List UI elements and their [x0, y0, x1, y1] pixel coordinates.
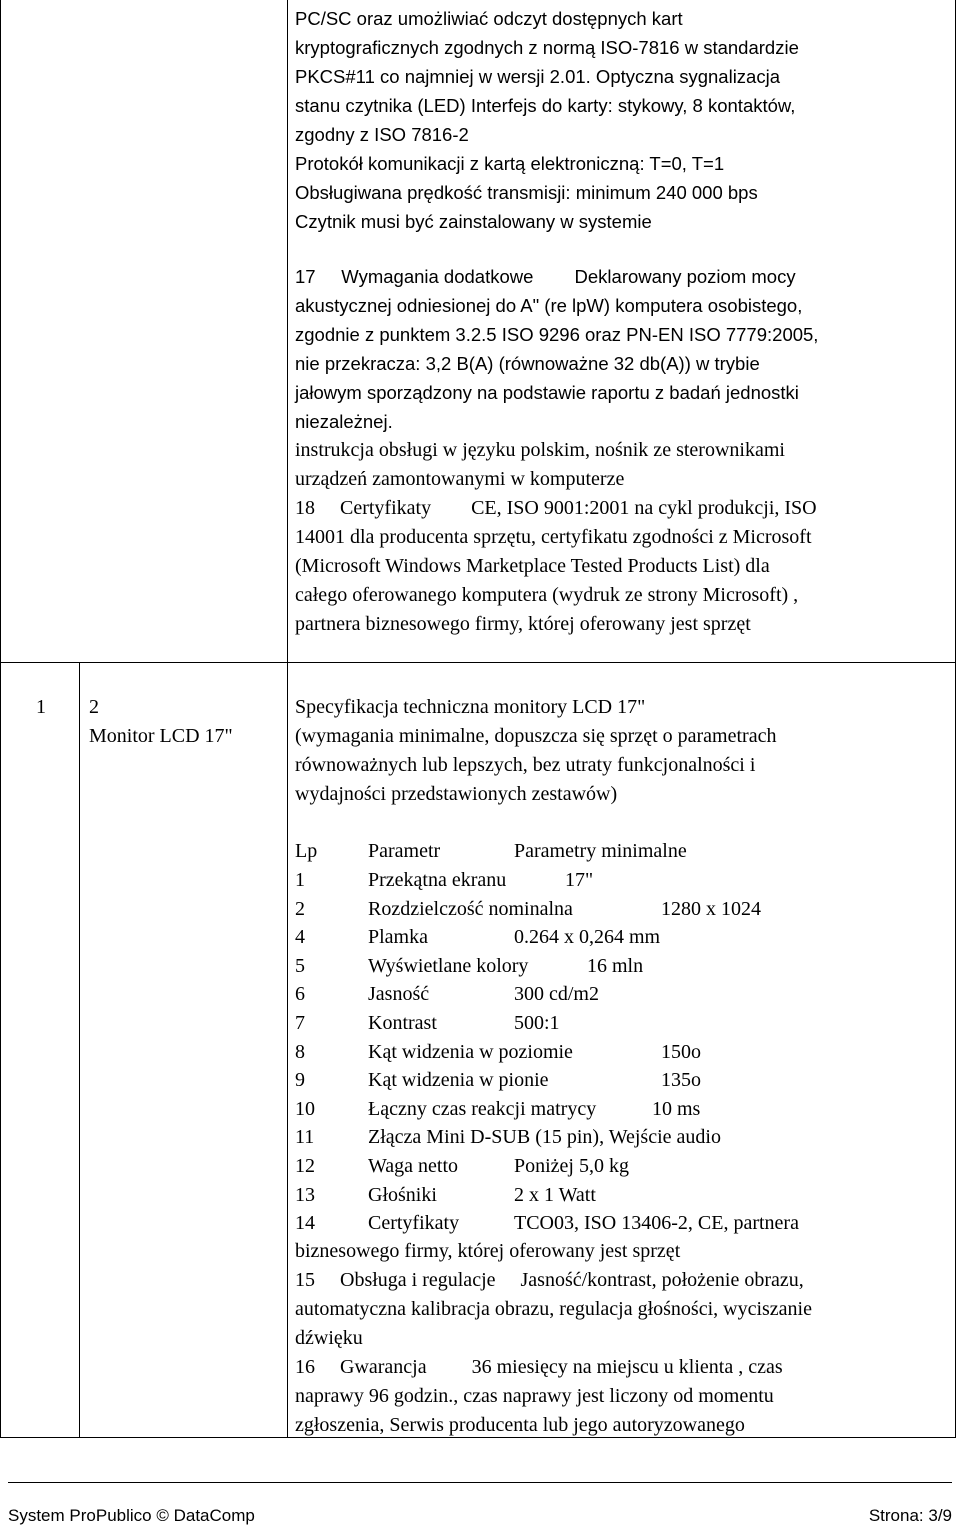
text-line: Protokół komunikacji z kartą elektroniczną: T=0, T=1: [295, 153, 725, 174]
spec-lp: 6: [295, 983, 305, 1006]
text-line: wydajności przedstawionych zestawów): [295, 783, 618, 805]
additional-requirements: [295, 262, 818, 436]
text-line: 14001 dla producenta sprzętu, certyfikatu zgodności z Microsoft: [295, 526, 812, 548]
spec-param: Przekątna ekranu: [368, 869, 507, 891]
spec-row: [295, 1066, 955, 1095]
spec-row: [295, 952, 955, 981]
spec-lp: 10: [295, 1097, 315, 1120]
text-line: nie przekracza: 3,2 B(A) (równoważne 32 db(A)) w trybie: [295, 353, 760, 374]
text-line: zgłoszenia, Serwis producenta lub jego autoryzowanego: [295, 1414, 745, 1436]
text-line: zgodnie z punktem 3.2.5 ISO 9296 oraz PN-EN ISO 7779:2005,: [295, 324, 819, 345]
spec-row: [295, 923, 955, 952]
text-line: partnera biznesowego firmy, której oferowany jest sprzęt: [295, 613, 751, 635]
spec-value: 16 mln: [587, 954, 644, 977]
text-line: akustycznej odniesionej do A" (re lpW) komputera osobistego,: [295, 295, 803, 316]
spec-param: Kąt widzenia w pionie: [368, 1069, 549, 1092]
table-border-left: [0, 0, 1, 1438]
spec-row: [295, 895, 955, 924]
spec-value: 150o: [661, 1040, 701, 1063]
spec-lp: 1: [295, 869, 305, 891]
spec-value: 10 ms: [652, 1097, 701, 1120]
footer-page-number: Strona: 3/9: [868, 1506, 952, 1525]
spec-table-header: [295, 837, 955, 866]
text-line: biznesowego firmy, której oferowany jest sprzęt: [295, 1240, 681, 1262]
spec-value: 300 cd/m2: [514, 983, 599, 1006]
spec-param: Waga netto: [368, 1155, 459, 1177]
spec-header-lp: Lp: [295, 840, 318, 862]
text-line: automatyczna kalibracja obrazu, regulacja głośności, wyciszanie: [295, 1298, 812, 1320]
spec-lp: 14: [295, 1212, 315, 1235]
spec-value: TCO03, ISO 13406-2, CE, partnera: [514, 1212, 799, 1235]
spec-lp: 9: [295, 1069, 305, 1092]
spec-param: Wyświetlane kolory: [368, 954, 529, 977]
spec-lp: 5: [295, 954, 305, 977]
text-line: 16 Gwarancja 36 miesięcy na miejscu u klienta , czas: [295, 1356, 783, 1378]
spec-row: [295, 1181, 955, 1210]
spec-value: 2 x 1 Watt: [514, 1183, 596, 1206]
text-line: (Microsoft Windows Marketplace Tested Products List) dla: [295, 555, 770, 577]
spec-row: [295, 1152, 955, 1181]
text-line: dźwięku: [295, 1327, 363, 1349]
spec-row: [295, 1095, 955, 1124]
spec-row: [295, 980, 955, 1009]
spec-lp: 12: [295, 1155, 315, 1177]
text-line: Czytnik musi być zainstalowany w systemie: [295, 211, 652, 232]
text-line: kryptograficznych zgodnych z normą ISO-7816 w standardzie: [295, 37, 799, 58]
monitor-spec-intro: [295, 693, 776, 809]
text-line: PC/SC oraz umożliwiać odczyt dostępnych kart: [295, 8, 683, 29]
spec-lp: 11: [295, 1126, 315, 1149]
spec-lp: 13: [295, 1183, 315, 1206]
spec-lp: 4: [295, 926, 305, 949]
text-line: Specyfikacja techniczna monitory LCD 17": [295, 696, 646, 718]
spec-lp: 8: [295, 1040, 305, 1063]
spec-value: Poniżej 5,0 kg: [514, 1155, 629, 1177]
table-row-separator: [0, 662, 956, 663]
spec-param: Kąt widzenia w poziomie: [368, 1040, 573, 1063]
spec-row: [295, 1038, 955, 1067]
certificates-block: [295, 436, 817, 639]
spec-lp: 7: [295, 1012, 305, 1034]
card-reader-spec: [295, 4, 799, 236]
spec-param: Głośniki: [368, 1183, 437, 1206]
text-line: równoważnych lub lepszych, bez utraty funkcjonalności i: [295, 754, 756, 776]
spec-param: Rozdzielczość nominalna: [368, 897, 573, 920]
spec-row: [295, 1123, 955, 1152]
text-line: 17 Wymagania dodatkowe Deklarowany poziom mocy: [295, 266, 796, 287]
spec-lp: 2: [295, 897, 305, 920]
spec-param: Kontrast: [368, 1012, 437, 1034]
footer-left: System ProPublico © DataComp: [8, 1506, 255, 1525]
spec-header-param: Parametr: [368, 840, 441, 862]
spec-param: Złącza Mini D-SUB (15 pin), Wejście audio: [368, 1126, 721, 1149]
monitor-spec-tail: [295, 1237, 812, 1440]
text-line: 15 Obsługa i regulacje Jasność/kontrast, położenie obrazu,: [295, 1269, 804, 1291]
spec-param: Jasność: [368, 983, 430, 1006]
row-lp: 1: [36, 696, 46, 718]
spec-header-min: Parametry minimalne: [514, 840, 687, 862]
spec-row: [295, 866, 955, 895]
text-line: 18 Certyfikaty CE, ISO 9001:2001 na cykl produkcji, ISO: [295, 497, 817, 519]
text-line: zgodny z ISO 7816-2: [295, 124, 469, 145]
table-divider-col1: [79, 662, 80, 1438]
row-product-name: Monitor LCD 17": [89, 725, 233, 747]
spec-row: [295, 1209, 955, 1238]
text-line: (wymagania minimalne, dopuszcza się sprzęt o parametrach: [295, 725, 777, 747]
spec-value: 135o: [661, 1069, 701, 1092]
spec-value: 1280 x 1024: [661, 897, 761, 920]
text-line: niezależnej.: [295, 411, 393, 432]
text-line: całego oferowanego komputera (wydruk ze strony Microsoft) ,: [295, 584, 799, 606]
spec-value: 500:1: [514, 1012, 560, 1034]
text-line: urządzeń zamontowanymi w komputerze: [295, 468, 625, 490]
spec-param: Certyfikaty: [368, 1212, 460, 1235]
table-divider-col2: [287, 0, 288, 1438]
text-line: Obsługiwana prędkość transmisji: minimum 240 000 bps: [295, 182, 758, 203]
spec-value: 0.264 x 0,264 mm: [514, 926, 661, 949]
spec-param: Plamka: [368, 926, 428, 949]
spec-param: Łączny czas reakcji matrycy: [368, 1097, 597, 1120]
text-line: instrukcja obsługi w języku polskim, nośnik ze sterownikami: [295, 439, 785, 461]
text-line: jałowym sporządzony na podstawie raportu z badań jednostki: [295, 382, 799, 403]
text-line: stanu czytnika (LED) Interfejs do karty: stykowy, 8 kontaktów,: [295, 95, 796, 116]
spec-value: 17": [565, 869, 594, 891]
text-line: naprawy 96 godzin., czas naprawy jest liczony od momentu: [295, 1385, 774, 1407]
footer-rule: [8, 1482, 952, 1483]
row-qty: 2: [89, 696, 99, 718]
spec-row: [295, 1009, 955, 1038]
table-border-right: [955, 0, 956, 1438]
text-line: PKCS#11 co najmniej w wersji 2.01. Optyczna sygnalizacja: [295, 66, 780, 87]
